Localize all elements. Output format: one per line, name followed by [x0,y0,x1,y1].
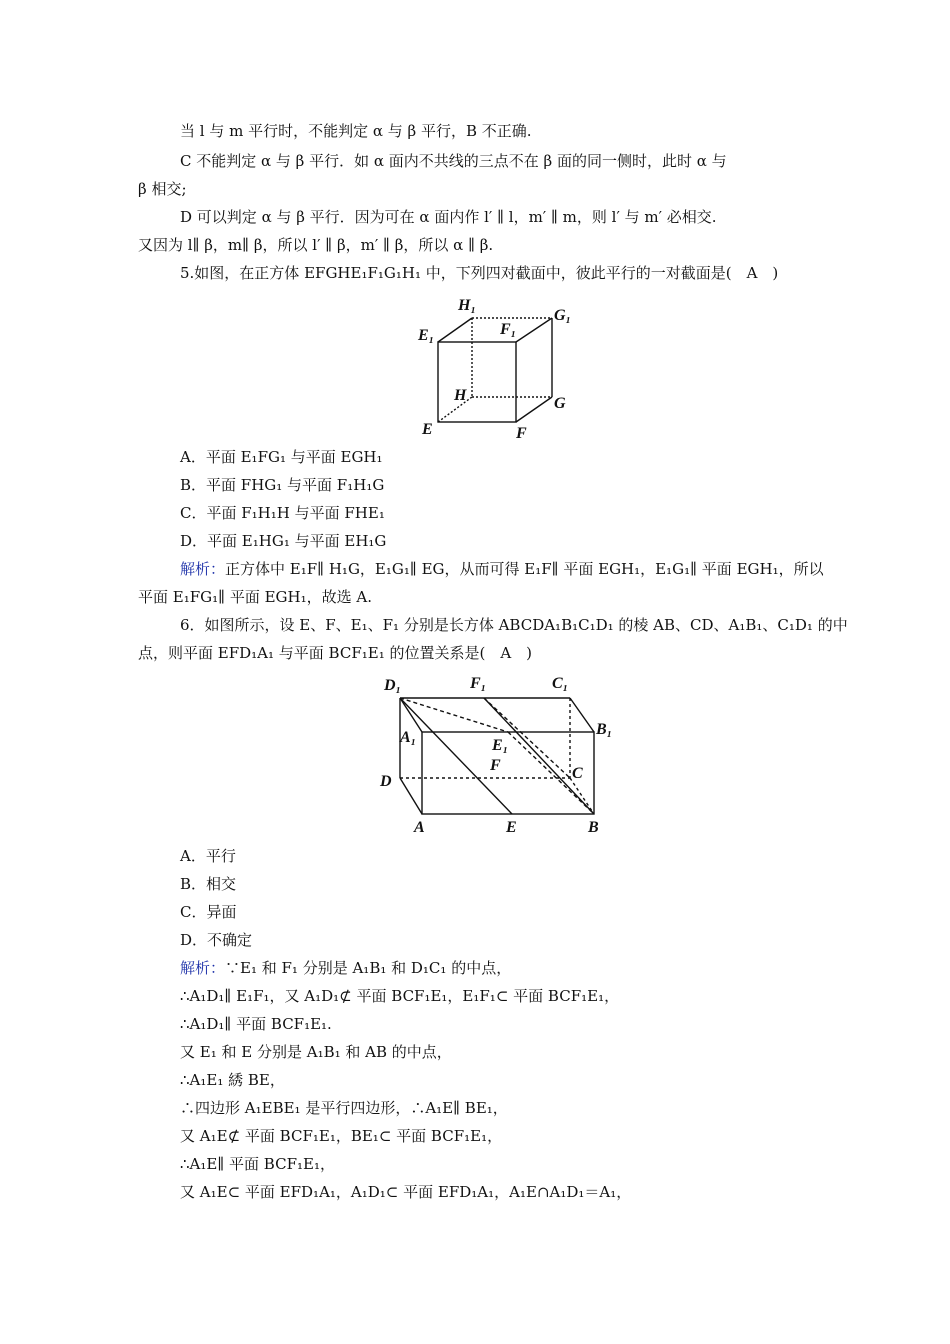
label-a1: A₁ [400,729,417,746]
label-g1: G₁ [554,307,572,324]
cube-figure [410,292,590,442]
analysis-line: ∴A₁D₁∥ 平面 BCF₁E₁. [180,1015,332,1033]
edge [570,698,594,732]
label-c1: C₁ [552,675,569,692]
option-b: B．平面 FHG₁ 与平面 F₁H₁G [180,476,385,494]
analysis-text: 正方体中 E₁F∥ H₁G，E₁G₁∥ EG，从而可得 E₁F∥ 平面 EGH₁，E₁G₁∥ 平面 EGH₁，所以 [225,560,824,578]
analysis-line: 又 A₁E⊄ 平面 BCF₁E₁，BE₁⊂ 平面 BCF₁E₁， [180,1127,503,1145]
label-b1: B₁ [596,721,613,738]
edge [516,318,552,342]
label-e: E [422,421,433,438]
analysis-text: ∵E₁ 和 F₁ 分别是 A₁B₁ 和 D₁C₁ 的中点， [225,959,512,977]
option-c: C．平面 F₁H₁H 与平面 FHE₁ [180,504,385,522]
analysis-line: 平面 E₁FG₁∥ 平面 EGH₁，故选 A. [138,588,372,606]
analysis-line: 又 A₁E⊂ 平面 EFD₁A₁，A₁D₁⊂ 平面 EFD₁A₁，A₁E∩A₁D₁＝A₁， [180,1183,632,1201]
option-c: C．异面 [180,903,237,921]
analysis-line: ∴四边形 A₁EBE₁ 是平行四边形，∴A₁E∥ BE₁， [180,1099,508,1117]
label-c: C [572,765,583,782]
analysis-line: ∴A₁E∥ 平面 BCF₁E₁， [180,1155,335,1173]
option-a: A．平行 [180,847,236,865]
question-6-line1: 6．如图所示，设 E、F、E₁、F₁ 分别是长方体 ABCDA₁B₁C₁D₁ 的棱 AB、CD、A₁B₁、C₁D₁ 的中 [180,616,848,634]
option-d: D．不确定 [180,931,253,949]
label-h: H [454,387,467,404]
text-line: C 不能判定 α 与 β 平行．如 α 面内不共线的三点不在 β 面的同一侧时，此时 α 与 [180,152,727,170]
edge [516,397,552,422]
edge [484,698,594,814]
text-line: β 相交; [138,180,187,198]
text-line: 又因为 l∥ β，m∥ β，所以 l′ ∥ β，m′ ∥ β，所以 α ∥ β. [138,236,494,254]
text-line: D 可以判定 α 与 β 平行．因为可在 α 面内作 l′ ∥ l，m′ ∥ m，则 l′ 与 m′ 必相交. [180,208,717,226]
label-e1: E₁ [418,327,435,344]
front-face [438,342,516,422]
option-b: B．相交 [180,875,237,893]
label-e: E [506,819,517,836]
analysis-line: ∴A₁D₁∥ E₁F₁，又 A₁D₁⊄ 平面 BCF₁E₁，E₁F₁⊂ 平面 BCF₁E₁， [180,987,620,1005]
label-h1: H₁ [458,297,477,314]
label-b: B [588,819,599,836]
label-f: F [490,757,501,774]
label-f1: F₁ [500,321,517,338]
analysis-line: 又 E₁ 和 E 分别是 A₁B₁ 和 AB 的中点， [180,1043,452,1061]
label-g: G [554,395,566,412]
cuboid-figure [374,668,624,838]
label-e1: E₁ [492,737,509,754]
edge [400,698,422,732]
option-d: D．平面 E₁HG₁ 与平面 EH₁G [180,532,387,550]
edge [438,318,472,342]
label-f: F [516,425,527,442]
analysis-label: 解析： [180,560,226,578]
label-d: D [380,773,392,790]
question-6-line2: 点，则平面 EFD₁A₁ 与平面 BCF₁E₁ 的位置关系是( A ) [138,644,533,662]
analysis-line [180,958,511,978]
label-a: A [414,819,425,836]
text-line: 当 l 与 m 平行时，不能判定 α 与 β 平行，B 不正确. [180,122,532,140]
edge [400,778,422,814]
analysis-line [180,559,824,579]
analysis-label: 解析： [180,959,226,977]
label-f1: F₁ [470,675,487,692]
option-a: A．平面 E₁FG₁ 与平面 EGH₁ [180,448,383,466]
label-d1: D₁ [384,677,402,694]
analysis-line: ∴A₁E₁ 綉 BE， [180,1071,285,1089]
question-5: 5.如图，在正方体 EFGHE₁F₁G₁H₁ 中，下列四对截面中，彼此平行的一对截面是( A ) [180,264,779,282]
hidden-edge [570,778,594,814]
